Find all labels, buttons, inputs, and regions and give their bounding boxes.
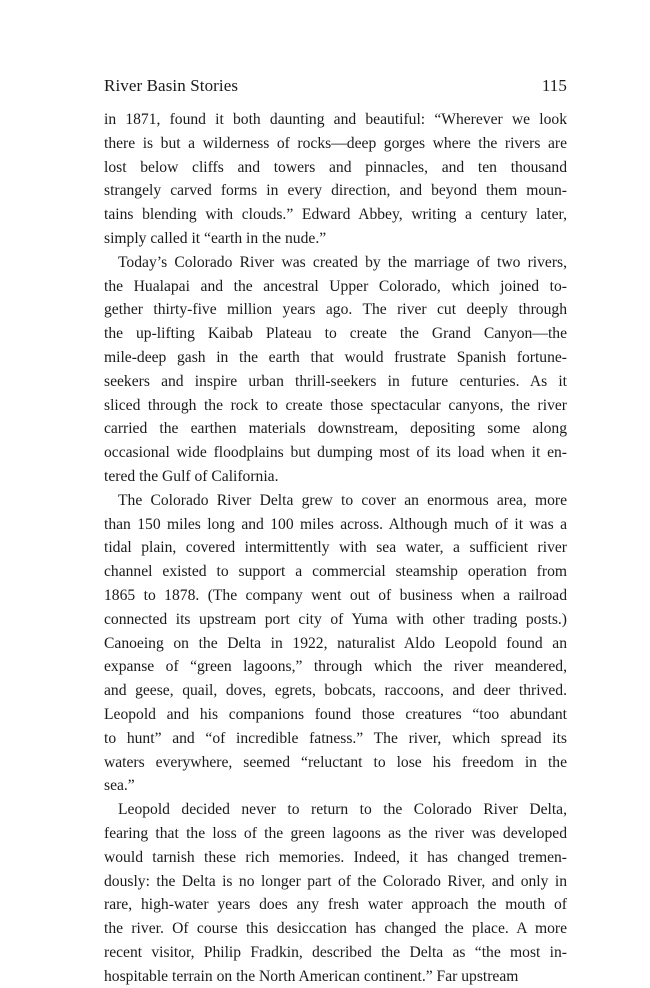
page-number: 115 <box>541 76 567 95</box>
text-line: dously: the Delta is no longer part of the Colorado River, and only in <box>104 872 567 890</box>
text-line: carried the earthen materials downstream, depositing some along <box>104 420 567 438</box>
text-line: Canoeing on the Delta in 1922, naturalist Aldo Leopold found an <box>104 634 567 652</box>
text-line: lost below cliffs and towers and pinnacles, and ten thousand <box>104 158 567 176</box>
text-line: the up-lifting Kaibab Plateau to create the Grand Canyon—the <box>104 325 567 343</box>
text-line: Leopold decided never to return to the Colorado River Delta, <box>118 801 567 819</box>
text-line: seekers and inspire urban thrill-seekers in future centuries. As it <box>104 372 567 390</box>
paragraph <box>104 251 567 489</box>
text-line: simply called it “earth in the nude.” <box>104 229 327 247</box>
text-line: to hunt” and “of incredible fatness.” The river, which spread its <box>104 729 567 747</box>
text-line: Today’s Colorado River was created by the marriage of two rivers, <box>118 253 567 271</box>
text-line: channel existed to support a commercial steamship operation from <box>104 563 567 581</box>
text-line: than 150 miles long and 100 miles across. Although much of it was a <box>104 515 567 533</box>
running-head-title: River Basin Stories <box>104 76 239 95</box>
text-line: and geese, quail, doves, egrets, bobcats, raccoons, and deer thrived. <box>104 682 567 700</box>
text-line: The Colorado River Delta grew to cover an enormous area, more <box>118 491 567 509</box>
text-line: recent visitor, Philip Fradkin, described the Delta as “the most in- <box>104 943 567 961</box>
text-line: waters everywhere, seemed “reluctant to lose his freedom in the <box>104 753 567 771</box>
text-line: connected its upstream port city of Yuma with other trading posts.) <box>104 610 567 628</box>
text-line: would tarnish these rich memories. Indeed, it has changed tremen- <box>104 848 567 866</box>
running-head <box>104 76 567 100</box>
book-page <box>104 76 567 988</box>
text-line: sliced through the rock to create those spectacular canyons, the river <box>104 396 567 414</box>
text-line: Leopold and his companions found those creatures “too abundant <box>104 705 567 723</box>
text-line: in 1871, found it both daunting and beautiful: “Wherever we look <box>104 111 567 128</box>
text-line: tidal plain, covered intermittently with sea water, a sufficient river <box>104 539 567 557</box>
text-line: there is but a wilderness of rocks—deep gorges where the rivers are <box>104 134 567 152</box>
paragraph <box>104 108 567 251</box>
text-line: hospitable terrain on the North American continent.” Far upstream <box>104 967 519 985</box>
text-line: 1865 to 1878. (The company went out of business when a railroad <box>104 586 567 604</box>
text-line: sea.” <box>104 777 135 795</box>
text-line: tered the Gulf of California. <box>104 467 279 485</box>
text-line: fearing that the loss of the green lagoons as the river was developed <box>104 824 567 842</box>
text-line: mile-deep gash in the earth that would frustrate Spanish fortune- <box>104 348 567 366</box>
text-line: occasional wide floodplains but dumping most of its load when it en- <box>104 444 567 462</box>
text-line: gether thirty-five million years ago. The river cut deeply through <box>104 301 567 319</box>
text-line: strangely carved forms in every direction, and beyond them moun- <box>104 182 567 200</box>
text-line: the Hualapai and the ancestral Upper Colorado, which joined to- <box>104 277 567 295</box>
text-line: expanse of “green lagoons,” through which the river meandered, <box>104 658 567 676</box>
text-line: the river. Of course this desiccation has changed the place. A more <box>104 920 567 938</box>
body-text <box>104 108 567 988</box>
paragraph <box>104 489 567 798</box>
paragraph <box>104 798 567 988</box>
text-line: tains blending with clouds.” Edward Abbey, writing a century later, <box>104 206 567 224</box>
text-line: rare, high-water years does any fresh water approach the mouth of <box>104 896 567 914</box>
